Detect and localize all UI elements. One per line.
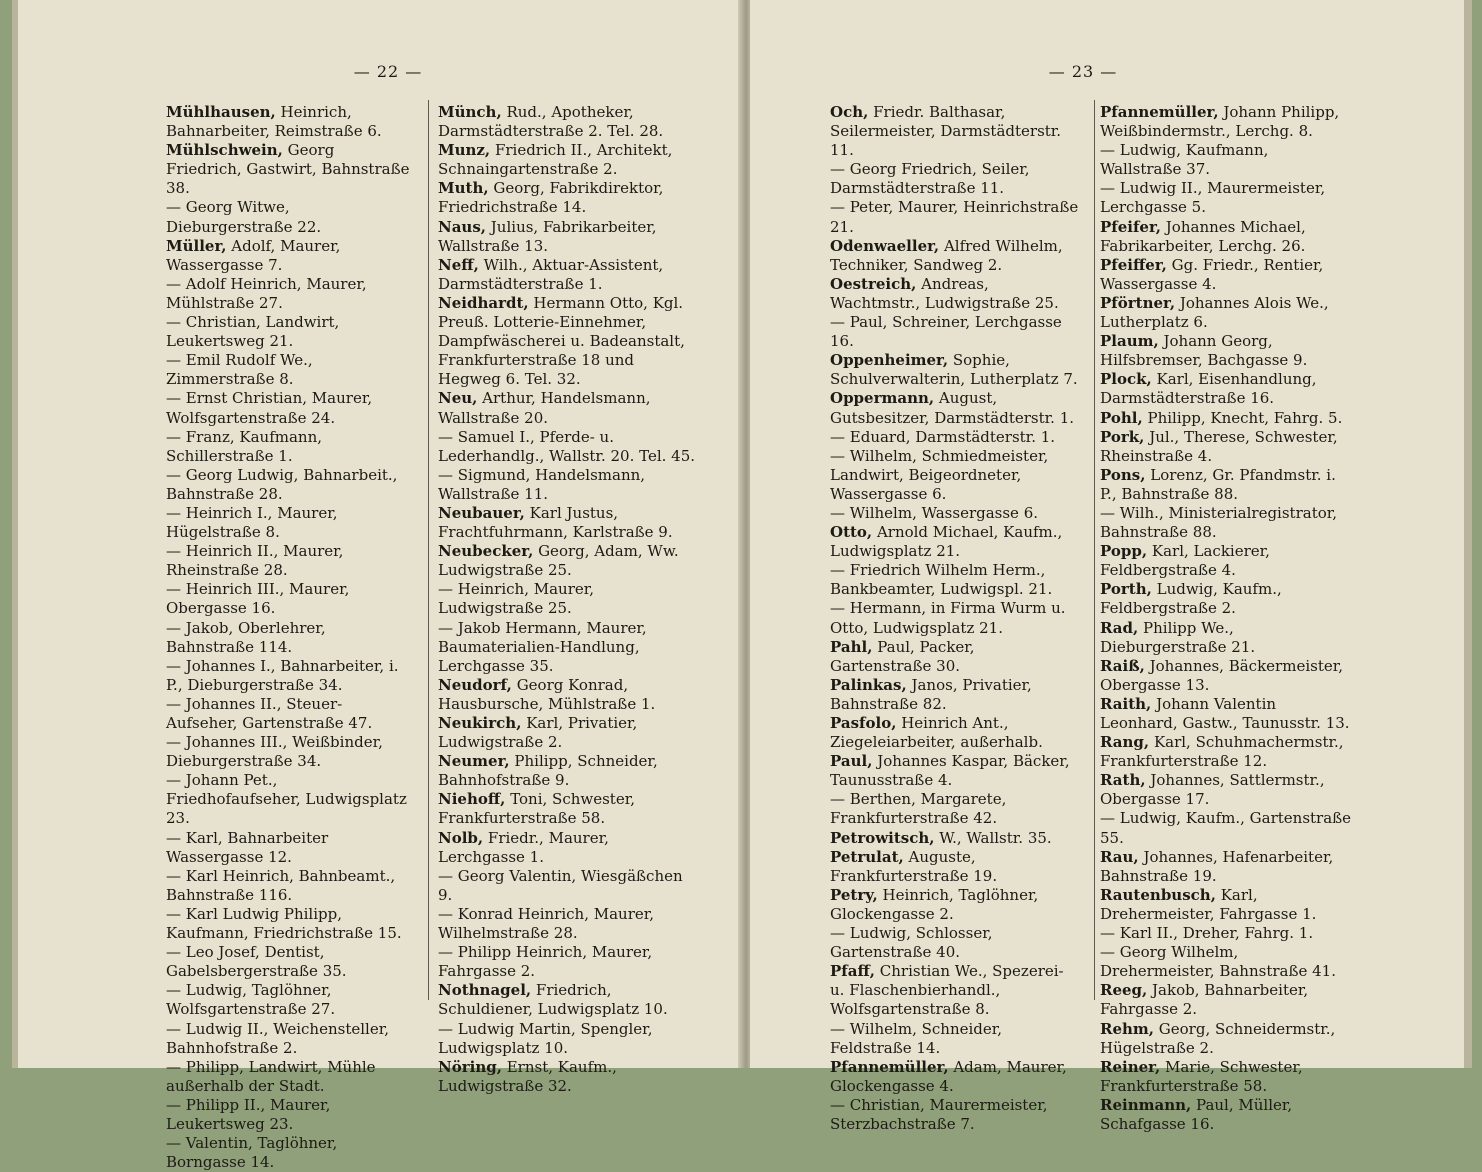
entry-details: — Christian, Landwirt, Leukertsweg 21.: [166, 313, 340, 351]
entry-surname: Neidhardt,: [438, 293, 529, 312]
entry-details: — Adolf Heinrich, Maurer, Mühlstraße 27.: [166, 274, 367, 312]
directory-entry: [438, 943, 700, 981]
entry-details: Johannes, Bäckermeister, Obergasse 13.: [1100, 656, 1344, 694]
directory-entry: [1100, 466, 1352, 504]
entry-surname: Naus,: [438, 217, 487, 236]
directory-entry: [166, 905, 411, 943]
entry-details: — Philipp Heinrich, Maurer, Fahrgasse 2.: [438, 943, 653, 981]
entry-surname: Rau,: [1100, 847, 1139, 866]
directory-entry: [438, 752, 700, 790]
directory-entry: [1100, 141, 1352, 179]
entry-surname: Reeg,: [1100, 981, 1148, 1000]
entry-details: Philipp, Knecht, Fahrg. 5.: [1147, 408, 1343, 427]
directory-entry: [438, 905, 700, 943]
entry-surname: Porth,: [1100, 580, 1152, 599]
entry-surname: Petry,: [830, 885, 878, 904]
entry-details: Marie, Schwester, Frankfurterstraße 58.: [1100, 1057, 1303, 1095]
directory-entry: [1100, 370, 1352, 408]
directory-entry: [830, 237, 1080, 275]
entry-surname: Rehm,: [1100, 1019, 1155, 1038]
directory-entry: [438, 1020, 700, 1058]
directory-entry: [166, 619, 411, 657]
entry-details: Heinrich Ant., Ziegeleiarbeiter, außerhalb.: [830, 714, 1043, 752]
directory-entry: [166, 829, 411, 867]
directory-entry: [1100, 504, 1352, 542]
directory-entry: [438, 103, 700, 141]
directory-entry: [1100, 1096, 1352, 1134]
entry-surname: Reiner,: [1100, 1057, 1161, 1076]
entry-details: — Ludwig II., Weichensteller, Bahnhofstraße 2.: [166, 1019, 389, 1057]
entry-surname: Palinkas,: [830, 675, 907, 694]
left-page: [12, 0, 744, 1172]
entry-surname: Petrulat,: [830, 847, 904, 866]
directory-entry: [830, 790, 1080, 828]
directory-entry: [166, 943, 411, 981]
entry-details: Friedrich II., Architekt, Schnaingartenstraße 2.: [438, 141, 673, 179]
entry-details: — Emil Rudolf We., Zimmerstraße 8.: [166, 351, 313, 389]
directory-entry: [166, 657, 411, 695]
entry-details: Christian We., Spezerei- u. Flaschenbierhandl., Wolfsgartenstraße 8.: [830, 962, 1064, 1019]
entry-details: Gg. Friedr., Rentier, Wassergasse 4.: [1100, 255, 1324, 293]
entry-details: Friedr. Balthasar, Seilermeister, Darmstädterstr. 11.: [830, 103, 1062, 160]
directory-entry: [1100, 256, 1352, 294]
entry-details: — Wilhelm, Wassergasse 6.: [830, 503, 1039, 522]
column-divider: [1094, 100, 1095, 1000]
entry-details: — Paul, Schreiner, Lerchgasse 16.: [830, 313, 1062, 351]
entry-details: — Hermann, in Firma Wurm u. Otto, Ludwigsplatz 21.: [830, 599, 1066, 637]
entry-details: Johannes Kaspar, Bäcker, Taunusstraße 4.: [830, 752, 1070, 790]
entry-details: Julius, Fabrikarbeiter, Wallstraße 13.: [438, 217, 657, 255]
directory-entry: [1100, 695, 1352, 733]
entry-details: Sophie, Schulverwalterin, Lutherplatz 7.: [830, 351, 1078, 389]
entry-details: Janos, Privatier, Bahnstraße 82.: [830, 675, 1032, 713]
entry-details: Johann Georg, Hilfsbremser, Bachgasse 9.: [1100, 332, 1308, 370]
directory-entry: [830, 389, 1080, 427]
entry-details: Johannes, Sattlermstr., Obergasse 17.: [1100, 771, 1325, 809]
directory-entry: [830, 848, 1080, 886]
directory-entry: [1100, 943, 1352, 981]
directory-entry: [166, 313, 411, 351]
entry-surname: Pons,: [1100, 465, 1146, 484]
entry-details: — Konrad Heinrich, Maurer, Wilhelmstraße 28.: [438, 904, 655, 943]
entry-details: — Eduard, Darmstädterstr. 1.: [830, 427, 1056, 446]
entry-surname: Pork,: [1100, 427, 1145, 446]
entry-details: Georg Konrad, Hausbursche, Mühlstraße 1.: [438, 675, 656, 713]
entry-surname: Petrowitsch,: [830, 828, 935, 847]
entry-details: — Samuel I., Pferde- u. Lederhandlg., Wallstr. 20. Tel. 45.: [438, 427, 696, 465]
directory-entry: [1100, 924, 1352, 943]
directory-entry: [166, 1058, 411, 1096]
entry-surname: Rath,: [1100, 771, 1146, 790]
directory-entry: [1100, 886, 1352, 924]
directory-entry: [166, 198, 411, 236]
entry-surname: Neu,: [438, 389, 478, 408]
directory-entry: [830, 447, 1080, 504]
directory-entry: [1100, 294, 1352, 332]
entry-details: Karl, Eisenhandlung, Darmstädterstraße 16.: [1100, 370, 1317, 408]
directory-entry: [438, 256, 700, 294]
entry-details: Georg, Fabrikdirektor, Friedrichstraße 14.: [438, 179, 664, 217]
entry-surname: Nöring,: [438, 1057, 502, 1076]
entry-details: — Peter, Maurer, Heinrichstraße 21.: [830, 198, 1079, 236]
entry-details: Lorenz, Gr. Pfandmstr. i. P., Bahnstraße 88.: [1100, 465, 1336, 503]
directory-entry: [1100, 179, 1352, 217]
directory-entry: [438, 389, 700, 427]
directory-entry: [438, 619, 700, 676]
entry-details: — Johann Pet., Friedhofaufseher, Ludwigsplatz 23.: [166, 771, 407, 828]
entry-details: — Philipp, Landwirt, Mühle außerhalb der Stadt.: [166, 1057, 376, 1095]
entry-details: — Johannes III., Weißbinder, Dieburgerstraße 34.: [166, 733, 383, 771]
entry-surname: Nolb,: [438, 828, 484, 847]
directory-entry: [438, 218, 700, 256]
entry-surname: Reinmann,: [1100, 1095, 1192, 1114]
entry-details: Adam, Maurer, Glockengasse 4.: [830, 1057, 1067, 1095]
directory-entry: [166, 141, 411, 198]
directory-entry: [438, 790, 700, 828]
entry-details: — Johannes I., Bahnarbeiter, i. P., Dieburgerstraße 34.: [166, 656, 399, 694]
entry-details: Georg, Adam, Ww. Ludwigstraße 25.: [438, 542, 679, 580]
directory-entry: [438, 867, 700, 905]
directory-entry: [166, 351, 411, 389]
directory-column: [166, 103, 411, 1172]
entry-details: Hermann Otto, Kgl. Preuß. Lotterie-Einnehmer, Dampfwäscherei u. Badeanstalt, Frankfurterstraße 18 und Hegweg 6. Tel. 32.: [438, 293, 685, 389]
directory-entry: [166, 1020, 411, 1058]
entry-surname: Oppermann,: [830, 389, 935, 408]
directory-entry: [166, 103, 411, 141]
entry-details: — Heinrich I., Maurer, Hügelstraße 8.: [166, 503, 338, 542]
directory-entry: [438, 1058, 700, 1096]
entry-details: — Philipp II., Maurer, Leukertsweg 23.: [166, 1095, 331, 1133]
entry-surname: Munz,: [438, 141, 491, 160]
entry-details: Karl, Lackierer, Feldbergstraße 4.: [1100, 542, 1270, 580]
entry-details: Jul., Therese, Schwester, Rheinstraße 4.: [1100, 427, 1338, 465]
entry-surname: Rautenbusch,: [1100, 885, 1216, 904]
entry-details: Alfred Wilhelm, Techniker, Sandweg 2.: [830, 236, 1063, 274]
entry-surname: Pförtner,: [1100, 293, 1176, 312]
directory-entry: [438, 294, 700, 389]
entry-details: Georg Friedrich, Gastwirt, Bahnstraße 38.: [166, 141, 410, 198]
entry-surname: Rad,: [1100, 618, 1139, 637]
directory-entry: [166, 466, 411, 504]
entry-details: Philipp, Schneider, Bahnhofstraße 9.: [438, 752, 658, 790]
entry-surname: Pfannemüller,: [830, 1057, 949, 1076]
entry-details: Johannes Alois We., Lutherplatz 6.: [1100, 293, 1329, 332]
directory-entry: [438, 829, 700, 867]
entry-details: — Georg Valentin, Wiesgäßchen 9.: [438, 866, 683, 904]
directory-entry: [1100, 218, 1352, 256]
entry-details: — Leo Josef, Dentist, Gabelsbergerstraße 35.: [166, 943, 347, 981]
entry-surname: Neukirch,: [438, 714, 522, 732]
directory-entry: [1100, 542, 1352, 580]
directory-entry: [166, 771, 411, 828]
entry-details: Arnold Michael, Kaufm., Ludwigsplatz 21.: [830, 523, 1063, 561]
entry-details: Andreas, Wachtmstr., Ludwigstraße 25.: [830, 274, 1059, 312]
entry-details: — Georg Witwe, Dieburgerstraße 22.: [166, 198, 322, 236]
directory-entry: [830, 638, 1080, 676]
entry-details: Wilh., Aktuar-Assistent, Darmstädterstraße 1.: [438, 255, 664, 293]
entry-details: Paul, Packer, Gartenstraße 30.: [830, 637, 975, 675]
entry-details: Johannes, Hafenarbeiter, Bahnstraße 19.: [1100, 847, 1334, 885]
entry-surname: Paul,: [830, 752, 873, 771]
directory-entry: [438, 141, 700, 179]
entry-details: — Karl Ludwig Philipp, Kaufmann, Friedrichstraße 15.: [166, 904, 402, 943]
entry-details: — Johannes II., Steuer-Aufseher, Gartenstraße 47.: [166, 694, 373, 732]
entry-details: Auguste, Frankfurterstraße 19.: [830, 847, 998, 885]
entry-details: — Jakob Hermann, Maurer, Baumaterialien-Handlung, Lerchgasse 35.: [438, 618, 647, 675]
entry-details: Paul, Müller, Schafgasse 16.: [1100, 1095, 1293, 1133]
entry-details: — Heinrich II., Maurer, Rheinstraße 28.: [166, 542, 344, 580]
entry-details: — Karl Heinrich, Bahnbeamt., Bahnstraße 116.: [166, 866, 396, 904]
directory-entry: [166, 275, 411, 313]
entry-details: Arthur, Handelsmann, Wallstraße 20.: [438, 389, 651, 427]
directory-entry: [1100, 657, 1352, 695]
directory-entry: [166, 981, 411, 1019]
directory-entry: [438, 580, 700, 618]
directory-entry: [1100, 332, 1352, 370]
entry-surname: Oppenheimer,: [830, 351, 949, 370]
directory-entry: [438, 504, 700, 542]
directory-entry: [830, 160, 1080, 198]
directory-entry: [1100, 580, 1352, 618]
directory-entry: [830, 1058, 1080, 1096]
directory-entry: [1100, 733, 1352, 771]
entry-surname: Müller,: [166, 236, 227, 255]
directory-entry: [1100, 771, 1352, 809]
entry-surname: Plock,: [1100, 370, 1152, 389]
entry-details: Ernst, Kaufm., Ludwigstraße 32.: [438, 1057, 617, 1095]
directory-entry: [166, 580, 411, 618]
directory-entry: [830, 428, 1080, 447]
entry-details: — Ludwig, Schlosser, Gartenstraße 40.: [830, 924, 993, 962]
entry-details: — Karl II., Dreher, Fahrg. 1.: [1100, 924, 1314, 943]
entry-details: — Sigmund, Handelsmann, Wallstraße 11.: [438, 465, 646, 503]
entry-details: — Franz, Kaufmann, Schillerstraße 1.: [166, 427, 323, 465]
entry-surname: Pfeiffer,: [1100, 255, 1167, 274]
directory-entry: [830, 714, 1080, 752]
entry-surname: Mühlschwein,: [166, 141, 283, 160]
directory-entry: [438, 542, 700, 580]
entry-details: — Ludwig, Kaufmann, Wallstraße 37.: [1100, 141, 1269, 179]
entry-details: Karl, Privatier, Ludwigstraße 2.: [438, 714, 638, 752]
entry-details: August, Gutsbesitzer, Darmstädterstr. 1.: [830, 389, 1075, 427]
entry-surname: Muth,: [438, 179, 489, 198]
directory-entry: [438, 466, 700, 504]
directory-entry: [438, 981, 700, 1019]
directory-entry: [166, 237, 411, 275]
right-page: [750, 0, 1472, 1133]
directory-entry: [166, 695, 411, 733]
entry-surname: Neubecker,: [438, 542, 534, 561]
entry-details: — Ludwig Martin, Spengler, Ludwigsplatz 10.: [438, 1019, 653, 1057]
directory-entry: [1100, 848, 1352, 886]
entry-surname: Pfannemüller,: [1100, 103, 1219, 121]
entry-details: Johannes Michael, Fabrikarbeiter, Lerchg. 26.: [1100, 217, 1306, 255]
entry-details: — Karl, Bahnarbeiter Wassergasse 12.: [166, 828, 329, 866]
entry-surname: Pfeifer,: [1100, 217, 1162, 236]
directory-entry: [830, 504, 1080, 523]
entry-surname: Plaum,: [1100, 332, 1159, 351]
directory-column: [1100, 103, 1352, 1134]
directory-entry: [830, 275, 1080, 313]
directory-entry: [1100, 619, 1352, 657]
entry-surname: Pfaff,: [830, 962, 875, 981]
directory-entry: [1100, 1020, 1352, 1058]
entry-details: — Georg Ludwig, Bahnarbeit., Bahnstraße 28.: [166, 465, 398, 503]
directory-entry: [1100, 409, 1352, 428]
entry-details: — Heinrich III., Maurer, Obergasse 16.: [166, 580, 350, 618]
directory-entry: [830, 1096, 1080, 1134]
directory-entry: [166, 733, 411, 771]
directory-entry: [830, 351, 1080, 389]
entry-details: Ludwig, Kaufm., Feldbergstraße 2.: [1100, 580, 1282, 618]
entry-details: Heinrich, Bahnarbeiter, Reimstraße 6.: [166, 103, 382, 141]
directory-entry: [830, 523, 1080, 561]
entry-details: Johann Valentin Leonhard, Gastw., Taunusstr. 13.: [1100, 694, 1350, 732]
entry-details: — Heinrich, Maurer, Ludwigstraße 25.: [438, 580, 595, 618]
directory-entry: [166, 504, 411, 542]
directory-entry: [830, 752, 1080, 790]
entry-details: — Ludwig II., Maurermeister, Lerchgasse 5.: [1100, 179, 1326, 217]
entry-surname: Neudorf,: [438, 675, 512, 694]
entry-details: Georg, Schneidermstr., Hügelstraße 2.: [1100, 1019, 1336, 1057]
directory-entry: [830, 962, 1080, 1019]
entry-details: — Wilhelm, Schneider, Feldstraße 14.: [830, 1019, 1003, 1057]
entry-surname: Rang,: [1100, 733, 1150, 752]
directory-column: [830, 103, 1080, 1134]
entry-details: Friedr., Maurer, Lerchgasse 1.: [438, 828, 609, 866]
entry-details: — Ludwig, Kaufm., Gartenstraße 55.: [1100, 809, 1352, 847]
directory-entry: [830, 676, 1080, 714]
directory-entry: [438, 714, 700, 752]
entry-details: — Wilh., Ministerialregistrator, Bahnstraße 88.: [1100, 503, 1338, 542]
entry-surname: Otto,: [830, 523, 873, 542]
entry-surname: Raith,: [1100, 694, 1152, 713]
directory-entry: [830, 198, 1080, 236]
entry-details: Karl Justus, Frachtfuhrmann, Karlstraße 9.: [438, 503, 673, 542]
entry-details: Johann Philipp, Weißbindermstr., Lerchg. 8.: [1100, 103, 1340, 141]
entry-surname: Mühlhausen,: [166, 103, 276, 121]
entry-details: Karl, Drehermeister, Fahrgasse 1.: [1100, 885, 1317, 923]
directory-entry: [1100, 1058, 1352, 1096]
entry-surname: Neff,: [438, 255, 479, 274]
directory-entry: [830, 313, 1080, 351]
entry-details: Jakob, Bahnarbeiter, Fahrgasse 2.: [1100, 981, 1309, 1019]
entry-surname: Münch,: [438, 103, 502, 121]
directory-entry: [438, 676, 700, 714]
directory-column: [438, 103, 700, 1096]
directory-entry: [438, 428, 700, 466]
directory-entry: [830, 829, 1080, 848]
directory-entry: [830, 561, 1080, 599]
entry-surname: Oestreich,: [830, 274, 917, 293]
entry-details: — Ernst Christian, Maurer, Wolfsgartenstraße 24.: [166, 389, 373, 427]
entry-details: Philipp We., Dieburgerstraße 21.: [1100, 618, 1256, 656]
entry-surname: Odenwaeller,: [830, 236, 940, 255]
entry-details: Rud., Apotheker, Darmstädterstraße 2. Tel. 28.: [438, 103, 664, 141]
directory-entry: [166, 542, 411, 580]
page-number: — 22 —: [353, 62, 423, 81]
directory-entry: [166, 1134, 411, 1172]
directory-entry: [1100, 809, 1352, 847]
entry-details: — Wilhelm, Schmiedmeister, Landwirt, Beigeordneter, Wassergasse 6.: [830, 446, 1049, 503]
entry-surname: Pasfolo,: [830, 714, 897, 732]
page-number: — 23 —: [1048, 62, 1118, 81]
directory-entry: [830, 1020, 1080, 1058]
directory-entry: [438, 179, 700, 217]
directory-entry: [830, 924, 1080, 962]
directory-entry: [1100, 103, 1352, 141]
entry-details: — Berthen, Margarete, Frankfurterstraße 42.: [830, 790, 1007, 828]
entry-surname: Pahl,: [830, 637, 873, 656]
entry-details: Heinrich, Taglöhner, Glockengasse 2.: [830, 885, 1039, 923]
entry-surname: Neumer,: [438, 752, 510, 771]
directory-entry: [166, 1096, 411, 1134]
directory-entry: [830, 103, 1080, 160]
entry-details: Karl, Schuhmachermstr., Frankfurterstraße 12.: [1100, 733, 1344, 771]
directory-entry: [1100, 428, 1352, 466]
entry-surname: Popp,: [1100, 542, 1148, 561]
entry-details: Toni, Schwester, Frankfurterstraße 58.: [438, 790, 635, 828]
entry-surname: Nothnagel,: [438, 981, 532, 1000]
entry-surname: Och,: [830, 103, 869, 121]
entry-surname: Niehoff,: [438, 790, 506, 809]
entry-details: Adolf, Maurer, Wassergasse 7.: [166, 236, 341, 274]
entry-surname: Pohl,: [1100, 408, 1143, 427]
entry-details: — Christian, Maurermeister, Sterzbachstraße 7.: [830, 1095, 1048, 1133]
directory-entry: [166, 428, 411, 466]
entry-surname: Neubauer,: [438, 503, 525, 522]
directory-entry: [830, 886, 1080, 924]
entry-details: — Ludwig, Taglöhner, Wolfsgartenstraße 27.: [166, 981, 336, 1019]
column-divider: [428, 100, 429, 1000]
entry-details: Friedrich, Schuldiener, Ludwigsplatz 10.: [438, 981, 668, 1019]
entry-details: — Jakob, Oberlehrer, Bahnstraße 114.: [166, 618, 326, 656]
entry-details: — Friedrich Wilhelm Herm., Bankbeamter, Ludwigspl. 21.: [830, 561, 1053, 599]
directory-entry: [166, 389, 411, 427]
entry-details: — Georg Wilhelm, Drehermeister, Bahnstraße 41.: [1100, 943, 1336, 981]
directory-entry: [830, 599, 1080, 637]
entry-details: W., Wallstr. 35.: [939, 828, 1052, 847]
directory-entry: [1100, 981, 1352, 1019]
entry-details: — Valentin, Taglöhner, Borngasse 14.: [166, 1134, 338, 1172]
entry-details: — Georg Friedrich, Seiler, Darmstädterstraße 11.: [830, 160, 1030, 198]
directory-entry: [166, 867, 411, 905]
entry-surname: Raiß,: [1100, 656, 1145, 675]
